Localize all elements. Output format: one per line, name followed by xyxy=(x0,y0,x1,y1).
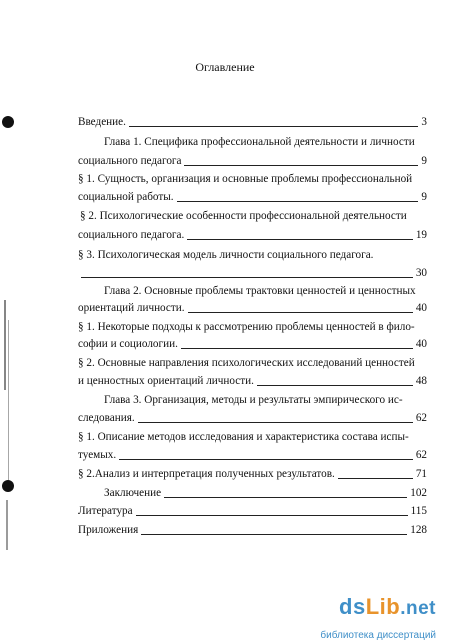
toc-entry-section-2-1-cont: софии и социологии. 40 xyxy=(78,338,427,350)
toc-entry-section-2-2: § 2. Основные направления психологических исследований ценностей xyxy=(78,357,415,369)
toc-entry-introduction: Введение. 3 xyxy=(78,116,427,128)
watermark-logo: dsLib.net xyxy=(339,594,436,619)
toc-entry-chapter-2-cont: ориентаций личности. 40 xyxy=(78,302,427,314)
toc-entry-chapter-1-cont: социального педагога 9 xyxy=(78,155,427,167)
toc-entry-section-1-3-cont: 30 xyxy=(78,267,427,280)
scan-hole-bottom xyxy=(2,480,14,492)
toc-entry-section-1-2: § 2. Психологические особенности профессиональной деятельности xyxy=(80,210,407,222)
scan-edge-mark xyxy=(6,500,8,550)
scan-edge-mark xyxy=(4,300,6,390)
toc-entry-section-3-2: § 2.Анализ и интерпретация полученных результатов. 71 xyxy=(78,468,427,480)
toc-entry-section-1-1-cont: социальной работы. 9 xyxy=(78,191,427,203)
toc-entry-chapter-1: Глава 1. Специфика профессиональной деятельности и личности xyxy=(104,136,415,148)
toc-entry-chapter-2: Глава 2. Основные проблемы трактовки ценностей и ценностных xyxy=(104,285,416,297)
toc-entry-section-3-1: § 1. Описание методов исследования и характеристика состава испы- xyxy=(78,431,409,443)
scan-edge-mark xyxy=(8,320,9,480)
toc-entry-section-1-3: § 3. Психологическая модель личности социального педагога. xyxy=(78,249,374,261)
toc-entry-section-3-1-cont: туемых. 62 xyxy=(78,449,427,461)
toc-entry-conclusion: Заключение 102 xyxy=(104,487,427,499)
toc-entry-section-2-1: § 1. Некоторые подходы к рассмотрению проблемы ценностей в фило- xyxy=(78,321,415,333)
toc-entry-literature: Литература 115 xyxy=(78,505,427,517)
toc-entry-appendices: Приложения 128 xyxy=(78,524,427,536)
toc-entry-section-2-2-cont: и ценностных ориентаций личности. 48 xyxy=(78,375,427,387)
toc-entry-chapter-3: Глава 3. Организация, методы и результаты эмпирического ис- xyxy=(104,394,403,406)
toc-entry-section-1-1: § 1. Сущность, организация и основные проблемы профессиональной xyxy=(78,173,413,185)
watermark-subtitle: библиотека диссертаций xyxy=(320,630,436,641)
page-title: Оглавление xyxy=(195,60,255,74)
scan-hole-top xyxy=(2,116,14,128)
toc-entry-section-1-2-cont: социального педагога. 19 xyxy=(78,229,427,241)
toc-entry-chapter-3-cont: следования. 62 xyxy=(78,412,427,424)
